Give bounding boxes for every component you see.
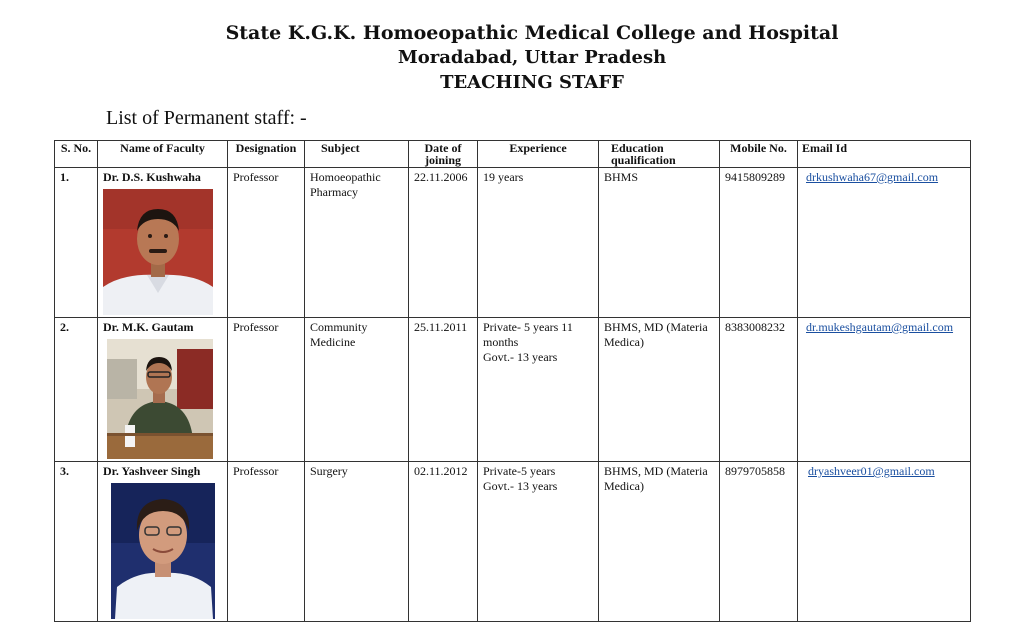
section-title: TEACHING STAFF [440, 72, 624, 93]
row-sno: 2. [55, 318, 98, 462]
subject-cell: Surgery [305, 462, 409, 622]
col-header-email: Email Id [798, 141, 971, 168]
col-header-sno: S. No. [55, 141, 98, 168]
faculty-photo [111, 483, 215, 619]
email-cell [798, 462, 971, 622]
experience-line: Govt.- 13 years [483, 479, 558, 493]
table-row [55, 462, 971, 622]
faculty-photo [103, 189, 213, 315]
staff-table [54, 140, 971, 622]
table-row [55, 318, 971, 462]
list-heading: List of Permanent staff: - [106, 107, 307, 129]
date-cell: 22.11.2006 [409, 168, 478, 318]
col-header-designation: Designation [228, 141, 305, 168]
experience-line: Private- 5 years 11 months [483, 320, 573, 349]
row-sno: 3. [55, 462, 98, 622]
col-header-education: Education qualification [599, 141, 720, 168]
date-cell: 02.11.2012 [409, 462, 478, 622]
college-title: State K.G.K. Homoeopathic Medical College and Hospital [225, 22, 839, 44]
subject-cell: Homoeopathic Pharmacy [305, 168, 409, 318]
col-header-subject: Subject [305, 141, 409, 168]
mobile-cell: 8383008232 [720, 318, 798, 462]
col-header-experience: Experience [478, 141, 599, 168]
education-cell: BHMS, MD (Materia Medica) [599, 462, 720, 622]
designation-cell: Professor [228, 462, 305, 622]
experience-cell [478, 318, 599, 462]
designation-cell: Professor [228, 168, 305, 318]
experience-line: 19 years [483, 170, 524, 184]
subject-cell: Community Medicine [305, 318, 409, 462]
email-link[interactable]: dr.mukeshgautam@gmail.com [806, 320, 954, 334]
row-sno: 1. [55, 168, 98, 318]
experience-cell [478, 462, 599, 622]
col-header-name: Name of Faculty [98, 141, 228, 168]
college-location: Moradabad, Uttar Pradesh [397, 47, 667, 68]
faculty-photo [107, 339, 213, 459]
date-cell: 25.11.2011 [409, 318, 478, 462]
mobile-cell: 8979705858 [720, 462, 798, 622]
col-header-date: Date of joining [409, 141, 478, 168]
col-header-mobile: Mobile No. [720, 141, 798, 168]
faculty-cell [98, 462, 228, 622]
email-cell [798, 318, 971, 462]
faculty-cell [98, 318, 228, 462]
education-cell: BHMS [599, 168, 720, 318]
experience-line: Govt.- 13 years [483, 350, 558, 364]
email-link[interactable]: dryashveer01@gmail.com [808, 464, 935, 478]
designation-cell: Professor [228, 318, 305, 462]
email-cell [798, 168, 971, 318]
experience-line: Private-5 years [483, 464, 556, 478]
table-row [55, 168, 971, 318]
faculty-cell [98, 168, 228, 318]
table-header-row [55, 141, 971, 168]
faculty-name: Dr. M.K. Gautam [103, 320, 194, 334]
faculty-name: Dr. Yashveer Singh [103, 464, 201, 478]
experience-cell [478, 168, 599, 318]
mobile-cell: 9415809289 [720, 168, 798, 318]
education-cell: BHMS, MD (Materia Medica) [599, 318, 720, 462]
email-link[interactable]: drkushwaha67@gmail.com [806, 170, 939, 184]
faculty-name: Dr. D.S. Kushwaha [103, 170, 201, 184]
